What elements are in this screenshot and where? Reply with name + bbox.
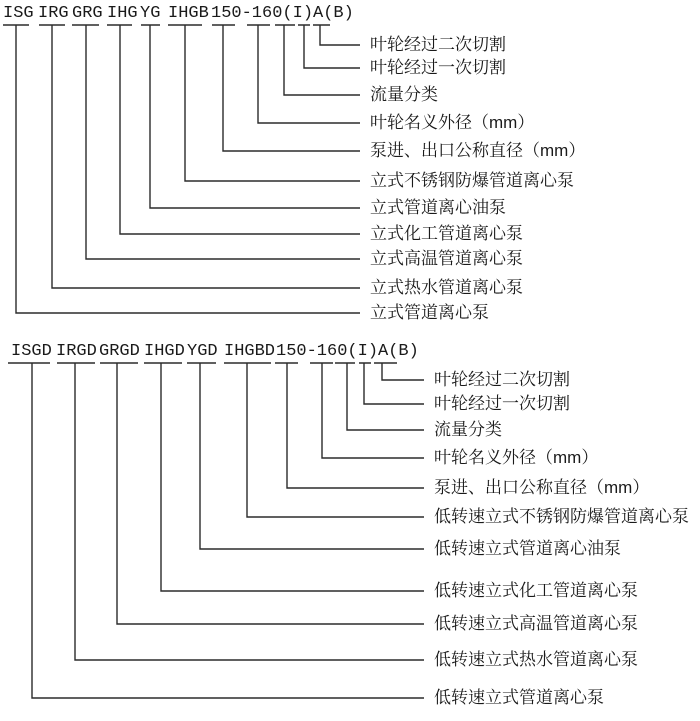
top-label-grg-pump: 立式高温管道离心泵 xyxy=(370,249,523,268)
top-connector-flow xyxy=(275,25,360,95)
top-label-flow-class: 流量分类 xyxy=(370,85,438,104)
bottom-code-ygd: YGD xyxy=(187,342,218,361)
top-label-ihg-pump: 立式化工管道离心泵 xyxy=(370,224,523,243)
bottom-label-impeller-cut-twice: 叶轮经过二次切割 xyxy=(434,370,570,389)
bottom-code-size: 150-160(I)A(B) xyxy=(276,342,419,361)
top-label-impeller-cut-once: 叶轮经过一次切割 xyxy=(370,58,506,77)
bottom-connector-ihgd xyxy=(144,363,424,591)
top-label-ihgb-pump: 立式不锈钢防爆管道离心泵 xyxy=(370,171,574,190)
top-connector-cut2 xyxy=(313,25,360,45)
top-code-size: 150-160(I)A(B) xyxy=(211,4,354,23)
bottom-connector-cut1 xyxy=(359,363,424,404)
top-label-impeller-diameter: 叶轮名义外径（mm） xyxy=(370,113,535,132)
bottom-connector-grgd xyxy=(100,363,424,624)
bottom-code-isgd: ISGD xyxy=(11,342,52,361)
bottom-connector-impeller-dia xyxy=(310,363,424,458)
bottom-label-ihgd-pump: 低转速立式化工管道离心泵 xyxy=(434,581,638,600)
bottom-label-impeller-cut-once: 叶轮经过一次切割 xyxy=(434,394,570,413)
bottom-label-isgd-pump: 低转速立式管道离心泵 xyxy=(434,688,604,707)
top-label-irg-pump: 立式热水管道离心泵 xyxy=(370,278,523,297)
bottom-connector-inlet xyxy=(275,363,424,488)
top-code-irg: IRG xyxy=(38,4,69,23)
top-code-ihgb: IHGB xyxy=(168,4,209,23)
bottom-connector-cut2 xyxy=(374,363,424,380)
top-code-yg: YG xyxy=(140,4,161,23)
top-label-isg-pump: 立式管道离心泵 xyxy=(370,303,489,322)
bottom-connector-ygd xyxy=(187,363,424,549)
bottom-label-grgd-pump: 低转速立式高温管道离心泵 xyxy=(434,614,638,633)
top-code-isg: ISG xyxy=(3,4,34,23)
bottom-connector-isgd xyxy=(8,363,424,698)
top-label-nominal-diameter: 泵进、出口公称直径（mm） xyxy=(370,141,586,160)
bottom-label-impeller-diameter: 叶轮名义外径（mm） xyxy=(434,448,599,467)
bottom-code-ihgbd: IHGBD xyxy=(224,342,276,361)
bottom-code-ihgd: IHGD xyxy=(144,342,185,361)
top-code-ihg: IHG xyxy=(107,4,138,23)
bottom-label-nominal-diameter: 泵进、出口公称直径（mm） xyxy=(434,478,650,497)
bottom-code-grgd: GRGD xyxy=(99,342,140,361)
bottom-label-flow-class: 流量分类 xyxy=(434,420,502,439)
bottom-connector-irgd xyxy=(57,363,424,660)
top-connector-ihgb xyxy=(168,25,360,181)
top-connector-inlet xyxy=(212,25,360,151)
bottom-label-ygd-pump: 低转速立式管道离心油泵 xyxy=(434,539,621,558)
top-label-impeller-cut-twice: 叶轮经过二次切割 xyxy=(370,35,506,54)
bottom-label-ihgbd-pump: 低转速立式不锈钢防爆管道离心泵 xyxy=(434,507,689,526)
top-label-yg-pump: 立式管道离心油泵 xyxy=(370,198,506,217)
top-connector-cut1 xyxy=(298,25,360,68)
top-connector-ihg xyxy=(107,25,360,234)
top-connector-irg xyxy=(39,25,360,288)
bottom-label-irgd-pump: 低转速立式热水管道离心泵 xyxy=(434,650,638,669)
bottom-connector-flow xyxy=(335,363,424,430)
top-connector-grg xyxy=(72,25,360,259)
bottom-connector-ihgbd xyxy=(224,363,424,517)
top-code-grg: GRG xyxy=(72,4,103,23)
bottom-code-irgd: IRGD xyxy=(56,342,97,361)
